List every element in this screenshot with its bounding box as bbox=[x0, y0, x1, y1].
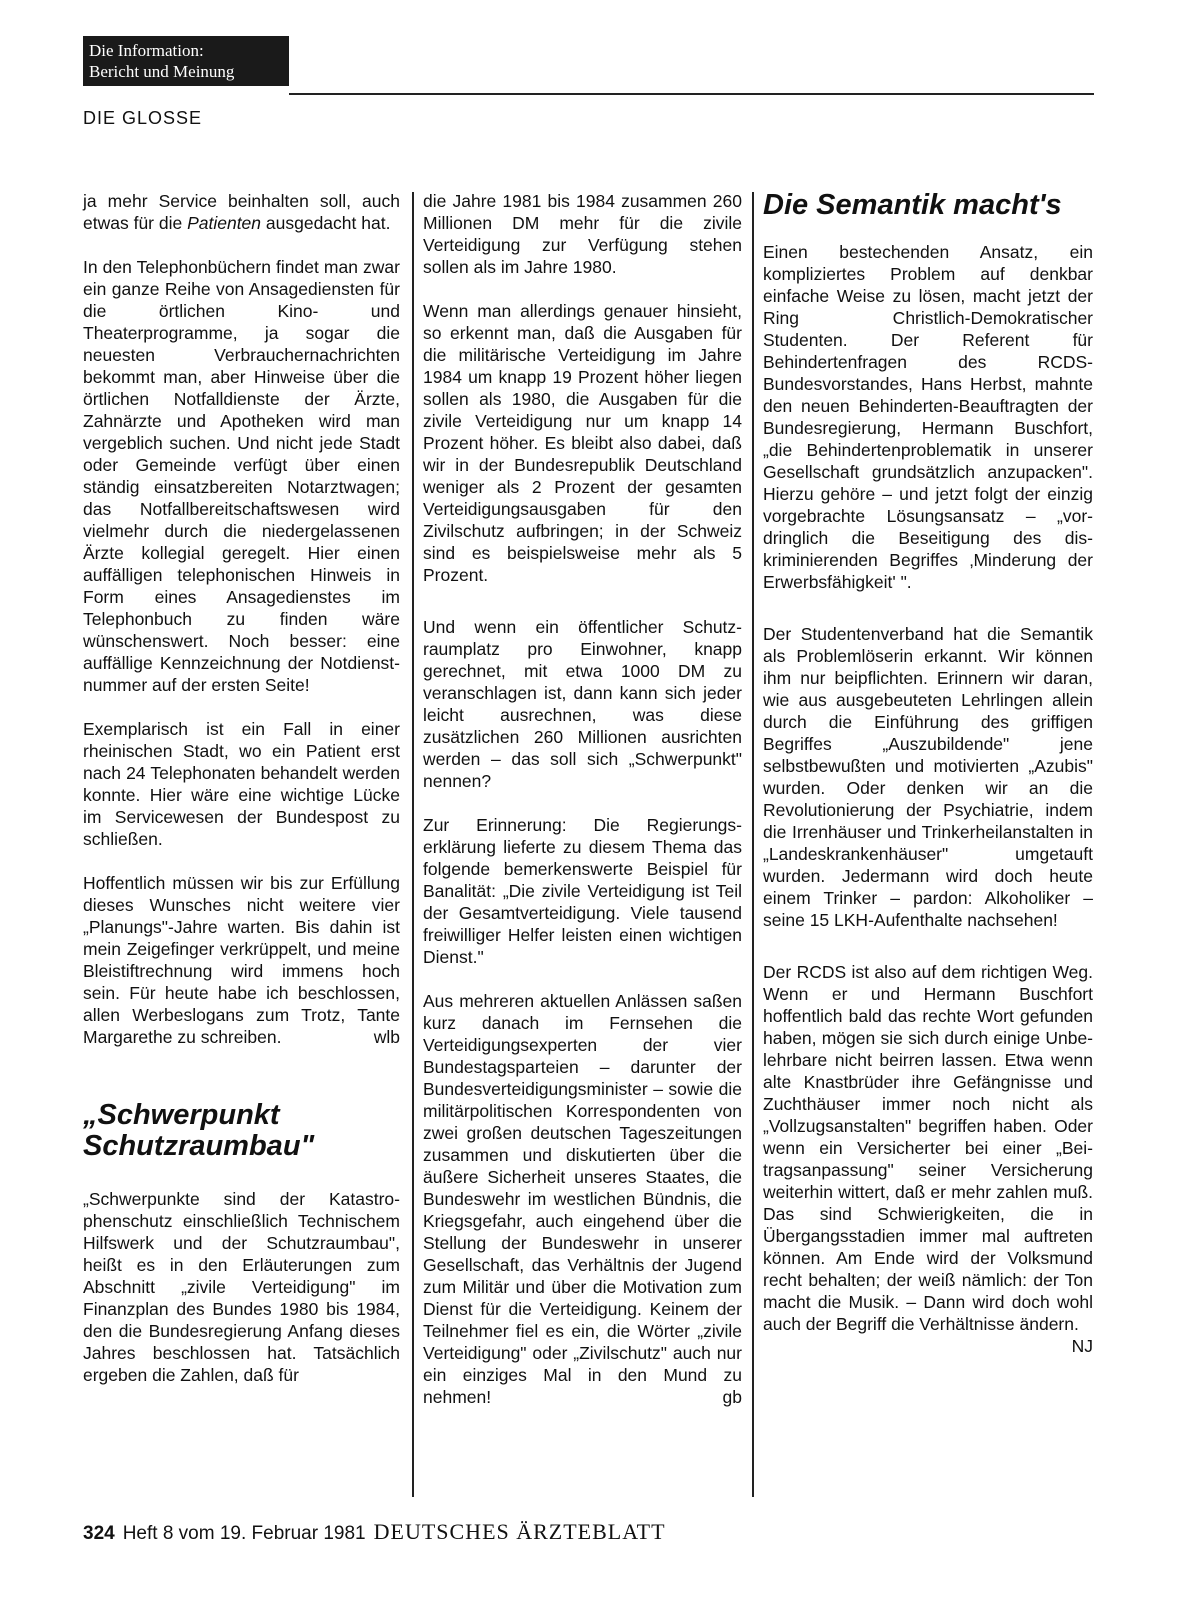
column-3 bbox=[763, 190, 1093, 1379]
rubric-box bbox=[83, 36, 289, 86]
column-divider-2 bbox=[752, 192, 754, 1497]
col2-paragraph-2: Wenn man allerdings genauer hinsieht, so erkennt man, daß die Ausgaben für die militärische Verteidigung im Jahre 1984 um knapp 19 Prozent höher liegen sollen als 1980, die Ausgaben für die zivile Verteidigung nur um knapp 14 Prozent höher. Es bleibt also dabei, daß wir in der Bundesrepublik Deutschland weniger als 2 Prozent der gesamten Verteidigungsausgaben für den Zivilschutz aufbringen; in der Schweiz sind es beispielsweise mehr als 5 Prozent. bbox=[423, 301, 742, 585]
page-footer bbox=[83, 1519, 666, 1545]
issue-info: Heft 8 vom 19. Februar 1981 bbox=[122, 1523, 366, 1544]
col1-paragraph-4: Hoffentlich müssen wir bis zur Erfüllung dieses Wunsches nicht weitere vier „Planungs"-Jahre warten. Bis dahin ist mein Zeigefinger verkrüppelt, und meine Bleistiftrechnung wird immens hoch sein. Für heute habe ich beschlossen, allen Werbeslogans zum Trotz, Tante Margarethe zu schreiben. wlb bbox=[83, 873, 400, 1047]
rubric-line-2: Bericht und Meinung bbox=[89, 62, 235, 81]
column-divider-1 bbox=[412, 192, 414, 1497]
author-signature: NJ bbox=[1071, 1336, 1093, 1356]
col3-paragraph-3: Der RCDS ist also auf dem richtigen Weg. Wenn er und Hermann Buschfort hoffentlich bald das rechte Wort gefunden haben, mögen sie sich durch einige Unbelehrbare nicht beirren lassen. Etwa wenn alte Knastbrüder ihre Gefängnisse und Zuchthäuser immer noch nicht als „Vollzugsanstalten" begriffen haben. Oder wenn ein Versicherter bei einer „Beitragsanpassung" seiner Versicherung weiterhin wittert, daß er mehr zahlen muß. Das sind Schwierigkeiten, die in Übergangsstadien immer mal auftreten können. Am Ende wird der Volksmund recht behalten; der weiß nämlich: der Ton macht die Musik. – Dann wird doch wohl auch der Begriff die Verhältnisse ändern. NJ bbox=[763, 962, 1093, 1356]
section-label: DIE GLOSSE bbox=[83, 108, 203, 128]
col1-paragraph-3: Exemplarisch ist ein Fall in einer rheinischen Stadt, wo ein Patient erst nach 24 Telephonaten behandelt werden konnte. Hier wäre eine wichtige Lücke im Servicewesen der Bundespost zu schließen. bbox=[83, 719, 400, 849]
col2-paragraph-5: Aus mehreren aktuellen Anlässen saßen kurz danach im Fernsehen die Verteidigungsexperten der vier Bundestagsparteien – darunter der Bundesverteidigungsminister – sowie die militärpolitischen Korrespondenten von zwei großen deutschen Tageszeitungen zusammen und diskutierten über die äußere Sicherheit unseres Staates, die Bundeswehr im westlichen Bündnis, die Kriegsgefahr, auch eingehend über die Stellung der Bundeswehr in unserer Gesellschaft, das Verhältnis der Jugend zum Militär und über die Motivation zum Dienst für die Verteidigung. Keinem der Teilnehmer fiel es ein, die Wörter „zivile Verteidigung" oder „Zivilschutz" auch nur ein einziges Mal in den Mund zu nehmen! gb bbox=[423, 991, 742, 1407]
col1-paragraph-1: ja mehr Service beinhalten soll, auch etwas für die Patienten ausgedacht hat. bbox=[83, 191, 400, 233]
article-headline-schutzraumbau: „Schwerpunkt Schutzraumbau" bbox=[83, 1099, 315, 1162]
article-headline-semantik: Die Semantik macht's bbox=[763, 189, 1062, 221]
col1-paragraph-5: „Schwerpunkte sind der Katastrophenschutz einschließlich Technischem Hilfswerk und der Schutzraumbau", heißt es in den Erläuterungen zum Abschnitt „zivile Verteidigung" im Finanzplan des Bundes 1980 bis 1984, den die Bundesregierung Anfang dieses Jahres beschlossen hat. Tatsächlich ergeben die Zahlen, daß für bbox=[83, 1189, 400, 1385]
column-2 bbox=[423, 190, 742, 1430]
author-signature: wlb bbox=[373, 1027, 400, 1047]
col3-paragraph-1: Einen bestechenden Ansatz, ein kompliziertes Problem auf denkbar einfache Weise zu lösen, macht jetzt der Ring Christlich-Demokratischer Studenten. Der Referent für Behindertenfragen des RCDS-Bundesvorstandes, Hans Herbst, mahnte den neuen Behinderten-Beauftragten der Bundesregierung, Hermann Buschfort, „die Behindertenproblematik in unserer Gesellschaft grundsätzlich anzupacken". Hierzu gehöre – und jetzt folgt der einzig vorgebrachte Lösungsansatz – „vordringlich die Beseitigung des diskriminierenden Begriffes ‚Minderung der Erwerbsfähigkeit' ". bbox=[763, 242, 1093, 592]
journal-name: DEUTSCHES ÄRZTEBLATT bbox=[373, 1519, 666, 1544]
rubric-line-1: Die Information: bbox=[89, 41, 204, 60]
header-rule bbox=[289, 93, 1094, 95]
col2-paragraph-1: die Jahre 1981 bis 1984 zusammen 260 Millionen DM mehr für die zivile Verteidigung zur Verfügung stehen sollen als im Jahre 1980. bbox=[423, 191, 742, 277]
page-number: 324 bbox=[83, 1523, 115, 1544]
col2-paragraph-3: Und wenn ein öffentlicher Schutzraumplatz pro Einwohner, knapp gerechnet, mit etwa 1000 DM zu veranschlagen ist, dann kann sich jeder leicht ausrechnen, was diese zusätzlichen 260 Millionen ausrichten werden – das soll sich „Schwerpunkt" nennen? bbox=[423, 617, 742, 791]
column-1 bbox=[83, 190, 400, 1408]
col2-paragraph-4: Zur Erinnerung: Die Regierungserklärung lieferte zu diesem Thema das folgende bemerkenswerte Beispiel für Banalität: „Die zivile Verteidigung ist Teil der Gesamtverteidigung. Viele tausend freiwilliger Helfer leisten einen wichtigen Dienst." bbox=[423, 815, 742, 967]
col3-paragraph-2: Der Studentenverband hat die Semantik als Problemlöserin erkannt. Wir können ihm nur beipflichten. Erinnern wir daran, wie aus ausgebeuteten Lehrlingen allein durch die Einführung des griffigen Begriffes „Auszubildende" jene selbstbewußten und motivierten „Azubis" wurden. Oder denken wir an die Revolutionierung der Psychiatrie, indem die Irrenhäuser und Trinkerheilanstalten in „Landeskrankenhäuser" umgetauft wurden. Jedermann wird doch heute einem Trinker – pardon: Alkoholiker – seine 15 LKH-Aufenthalte nachsehen! bbox=[763, 624, 1093, 930]
author-signature: gb bbox=[722, 1387, 742, 1407]
emphasis-patienten: Patienten bbox=[187, 213, 262, 233]
col1-paragraph-2: In den Telephonbüchern findet man zwar ein ganze Reihe von Ansagediensten für die örtlichen Kino- und Theaterprogramme, ja sogar die neuesten Verbrauchernachrichten bekommt man, aber Hinweise über die örtlichen Notfalldienste der Ärzte, Zahnärzte und Apotheken wird man vergeblich suchen. Und nicht jede Stadt oder Gemeinde verfügt über einen ständig einsatzbereiten Notarztwagen; das Notfallbereitschaftswesen wird vielmehr durch die niedergelassenen Ärzte kollegial geregelt. Hier einen auffälligen telephonischen Hinweis in Form eines Ansagedienstes im Telephonbuch zu finden wäre wünschenswert. Noch besser: eine auffällige Kennzeichnung der Notdienstnummer auf der ersten Seite! bbox=[83, 257, 400, 695]
